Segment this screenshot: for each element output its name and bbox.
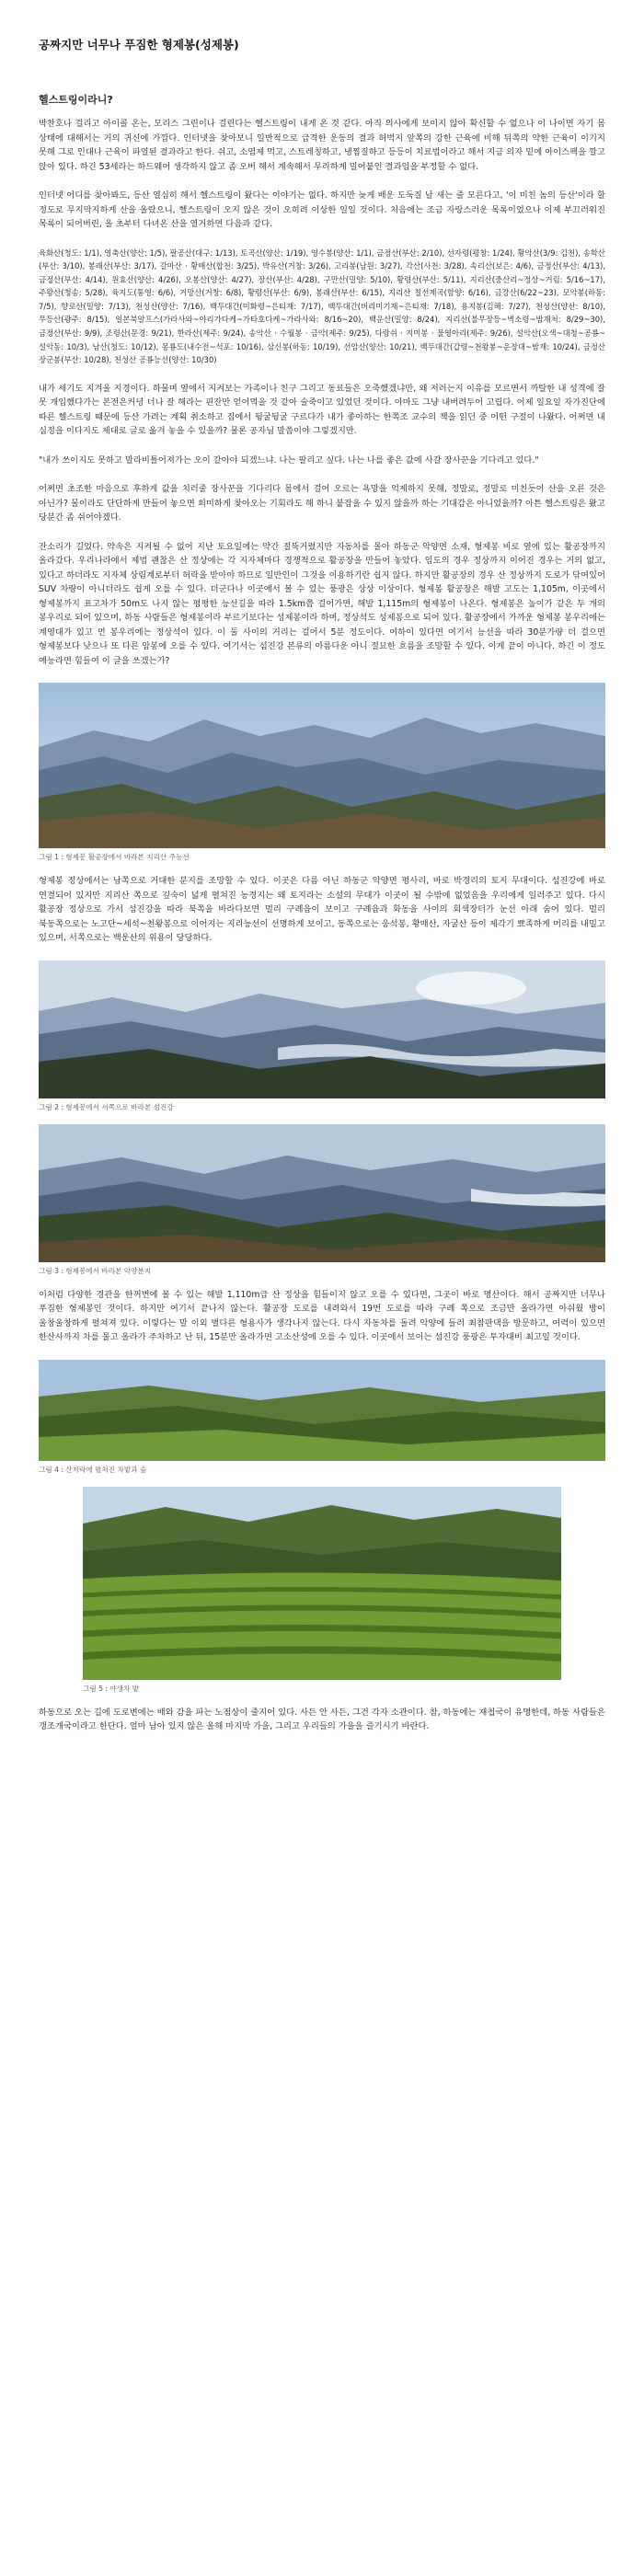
article [39, 37, 605, 1749]
figure-caption: 그림 1 : 형제봉 활공장에서 바라본 지리산 주능선 [39, 853, 190, 862]
figure-caption: 그림 2 : 형제봉에서 서쪽으로 바라본 섬진강 [39, 1102, 174, 1111]
paragraph: 잔소리가 길었다. 약속은 지켜될 수 없어 지난 토요일에는 약간 절뚝거렸지만 자동차를 몰아 하동군 악양면 소재, 형제봉 비로 옆에 있는 활공장까지 올라갔다. 우리나라에서 제법 괜찮은 산 정상에는 각 지자체마다 경쟁적으로 활공장을 만들어 놓았다. 임도의 경우 정상까지 이어진 경우는 거의 없고, 있다고 하더라도 지자체 상림계로부터 허락을 받아야 하므로 일반인이 그것을 이용하기란 쉽지 않다. 하지만 활공장의 경우 산 정상까지 도로가 닦여있어 SUV 차량이 아니더라도 쉽게 오를 수 있다. 더군다나 이곳에서 볼 수 있는 풍광은 상상 이상이다. 형제봉 활공장은 해발 고도는 1,105m, 이곳에서 형제봉까지 표고차가 50m도 나지 않는 평평한 능선길을 따라 1.5km쯤 걸어가면, 해발 1,115m의 형제봉이 나온다. 형제봉은 높이가 같은 두 개의 봉우리로 되어 있으며, 하동 사람들은 형제봉이라 부르기보다는 성제봉이라 하며, 정상석도 성제봉으로 되어 있다. 활공장에서 가까운 형제봉 봉우리에는 계영대가 있고 먼 봉우리에는 정상석이 있다. 이 둘 사이의 거리는 걸어서 5분 정도이다. 여하이 있다면 여기서 능선을 따라 30분가량 더 걸으면 형제봉보다 낮으나 또 다른 암봉에 오를 수 있다. 여기서는 섬진강 본류의 아름다운 아니 절묘한 흐름을 조망할 수 있다. 이게 끝이 아니다. 하긴 이 정도 예능라면 힘들여 이 글을 쓰겠는가? [39, 541, 605, 666]
paragraph: 형제봉 정상에서는 남쪽으로 거대한 분지를 조망할 수 있다. 이곳은 다름 아닌 하동군 악양면 평사리, 바로 박경리의 토지 무대이다. 섬진강에 바로 연결되어 있지만 지리산 쪽으로 깊숙이 넓게 펼쳐진 농경지는 왜 토지라는 소설의 무대가 이곳이 될 수밖에 없었음을 우리에게 일러주고 있다. 다시 활공장 정상으로 가서 섬진강을 따라 북쪽을 바라다보면 멀리 구례읍이 보이고 구례읍과 화동을 사이의 회색장터가 눈선 아래 숨어 있다. 멀리 북동쪽으로는 노고단~세석~천왕봉으로 이어지는 지리능선이 선명하게 보이고, 동쪽으로는 웅석봉, 황매산, 자굴산 등이 제각기 뾰족하게 머리를 내밀고 있으며, 서쪽으로는 백운산의 위용이 당당하다. [39, 876, 605, 944]
paragraph: 인터넷 어디를 찾아봐도, 등산 열심히 해서 헬스트링이 왔다는 이야기는 없다. 하지만 늦게 배운 도둑질 날 새는 줄 모른다고, '이 미친 놈의 등산'이라 할 정도로 무지막지하게 산을 올랐으니, 헬스트링이 오지 않은 것이 오히려 이상한 일일 것이다. 처음에는 조금 자랑스러운 목록이었으나 이제 부끄러워진 목록이 되어버린, 올 초부터 다녀온 산을 열거하면 다음과 같다. [39, 190, 605, 229]
figure-5 [39, 1487, 605, 1695]
basin-view-photo [39, 1124, 605, 1262]
paragraph: 박찬호나 걸리고 아이콜 온는, 모리스 그린이나 걸린다는 헬스트링이 내게 온 것 같다. 아직 의사에게 보이지 않아 확신할 수 없으나 이 나이면 자기 몸 상태에 대해서는 거의 귀신에 가깝다. 인터넷을 찾아보니 일반적으로 급격한 운동의 결과 허벅지 앞쪽의 강한 근육에 비해 뒤쪽의 약한 근육이 이기지 못해 그로 인대나 근육이 파열된 결과라고 한다. 쉬고, 소염제 먹고, 스트레칭하고, 냉찜질하고 등등이 치료법이라고 해서 지금 의자 밑에 아이스팩을 깔고 앉아 있다. 하긴 53세라는 하드웨어 생각하지 않고 좀 오버 해서 계속해서 무리하게 밀어붙인 결과임을 부정할 수 없다. [39, 119, 605, 172]
paragraph: 어쩌면 초조한 마음으로 후하게 값을 치러줄 장사꾼을 기다리다 몸에서 걸어 오르는 욕망을 억제하지 못해, 정말로, 정말로 미친듯이 산을 오른 것은 아닌가? 물이라도 단단하게 만들어 놓으면 희미하게 찾아오는 기회라도 해 하니 붙잡을 수 있지 않을까 하는 기대감은 아니었을까? 아튼 헬스트링은 왔고 당분간 좀 쉬어야겠다. [39, 484, 605, 523]
river-valley-photo [39, 960, 605, 1098]
mountain-list: 육화산(청도: 1/1), 영축산(양산: 1/5), 팔공산(대구: 1/13), 토곡산(양산: 1/19), 영수봉(양산: 1/1), 금정산(부산: 2/10), 선자령(평창: 1/24), 황악산(3/9: 김천), 송학산(부산: 3/10), 봉래산(부산: 3/17), 갈마산 · 황매산(합천: 3/25), 박유산(거창: 3/26), 고리봉(남원: 3/27), 각산(사천: 3/28), 속리산(보은: 4/6), 금정산(부산: 4/13), 금정산(부산: 4/14), 원효산(양산: 4/26), 오봉산(양산: 4/27), 장산(부산: 4/28), 구만산(밀양: 5/10), 황령산(부산: 5/11), 지리산(중산리~정상~거림: 5/16~17), 주왕산(청송: 5/28), 육지도(통영: 6/6), 거망산(거창: 6/8), 황령산(부산: 6/9), 봉래산(부산: 6/15), 지리산 칠선계곡(함양: 6/16), 금강산(6/22~23), 모악봉(하동: 7/5), 향로산(밀양: 7/13), 천성산(양산: 7/16), 백두대간(미화령~은티재: 7/17), 백두대간(버리미기재~은티재: 7/18), 용지봉(김해: 7/27), 천성산(양산: 8/10), 무등산(광주: 8/15), 일본북알프스(가라사와~야리가다케~가타호다케~가라사와: 8/16~20), 백운산(밀양: 8/24), 지리산(불무장등~벽소령~밤재처: 8/29~30), 금정산(부산: 9/9), 조령산(문경: 9/21), 한라산(제주: 9/24), 송악산 · 수월봉 · 금악(제주: 9/25), 다랑쉬 · 지미봉 · 물영아리(제주: 9/26), 설악산(오색~대청~공룡~설악동: 10/3), 남산(청도: 10/12), 몽룡도(내수전~석포: 10/16), 삼신봉(하동: 10/19), 선암산(양산: 10/21), 백두대간(갑령~천왕봉~운장대~밤재: 10/24), 금정산 장군봉(부산: 10/28), 천성산 공룡능선(양산: 10/30) [39, 247, 605, 365]
figure-2 [39, 960, 605, 1113]
paragraph: 하동으로 오는 길에 도로변에는 배와 감을 파는 노점상이 줄지어 있다. 사든 안 사든, 그건 각자 소관이다. 참, 하동에는 재첩국이 유명한데, 하동 사람들은 갱조개국이라고 한단다. 얼마 남아 있지 않은 올해 마지막 가을, 그리고 우리들의 가을을 즐기시기 바란다. [39, 1707, 605, 1732]
figure-3 [39, 1124, 605, 1277]
quote: "내가 쓰이지도 못하고 말라비틀어져가는 오이 같아야 되겠느냐. 나는 팔리고 싶다. 나는 나를 좋은 값에 사갈 장사꾼을 기다리고 있다." [39, 454, 539, 466]
paragraph: 내가 세기도 지겨울 지경이다. 하물며 옆에서 지켜보는 가족이나 친구 그리고 동료들은 오죽했겠냐만, 왜 저러는지 이유를 모르면서 까탈한 내 성격에 잘 못 개입했다가는 본전은커녕 너나 잘 해라는 핀잔만 얻어먹을 것 같아 술죽이고 있었던 것이다. 아마도 그냥 내버려두어 고립다. 어제 일요일 자가진단에 따른 헬스트링 때문에 등산 가려는 계획 취소하고 집에서 뒹굴뒹굴 구르다가 내가 좋아하는 한쪽조 교수의 책을 읽던 중 어떤 구절이 나왔다. 어쩌면 내 심정을 이다지도 제대로 글로 옮겨 놓을 수 있을까? 물론 공자님 말씀이야 그렇겠지만. [39, 383, 605, 437]
figure-caption: 그림 5 : 야생차 밭 [83, 1684, 140, 1693]
figure-caption: 그림 4 : 산자락에 펼쳐진 차밭과 숲 [39, 1465, 147, 1474]
figure-caption: 그림 3 : 형제봉에서 바라본 악양분지 [39, 1266, 152, 1275]
tea-hillside-photo [39, 1360, 605, 1461]
figure-4 [39, 1360, 605, 1476]
section-heading: 헬스트링이라니? [39, 94, 113, 106]
paragraph: 이처럼 다양한 경관을 한꺼번에 볼 수 있는 해발 1,110m급 산 정상을 힘들이지 않고 오를 수 있다면, 그곳이 바로 명산이다. 해서 공짜지만 너무나 푸짐한 형제봉인 것이다. 하지만 여기서 끝나지 않는다. 활공장 도로를 내려와서 19번 도로를 따라 구례 쪽으로 조금만 올라가면 아쉬웠 방이 울창울창하게 펼쳐져 있다. 이렇다는 말 이외 별다른 형용사가 생각나지 않는다. 다시 자동차를 돌려 악양에 들러 최참판댁을 방문하고, 여력이 있으면 한산사까지 차를 몰고 올라가 주차하고 난 뒤, 15분만 올라가면 고소산성에 오를 수 있다. 이곳에서 보이는 섬진강 풍광은 투자대비 최고일 것이다. [39, 1289, 605, 1343]
figure-1 [39, 683, 605, 863]
mountain-panorama-photo [39, 683, 605, 848]
tea-field-photo [83, 1487, 561, 1680]
page-title: 공짜지만 너무나 푸짐한 형제봉(성제봉) [39, 38, 239, 52]
